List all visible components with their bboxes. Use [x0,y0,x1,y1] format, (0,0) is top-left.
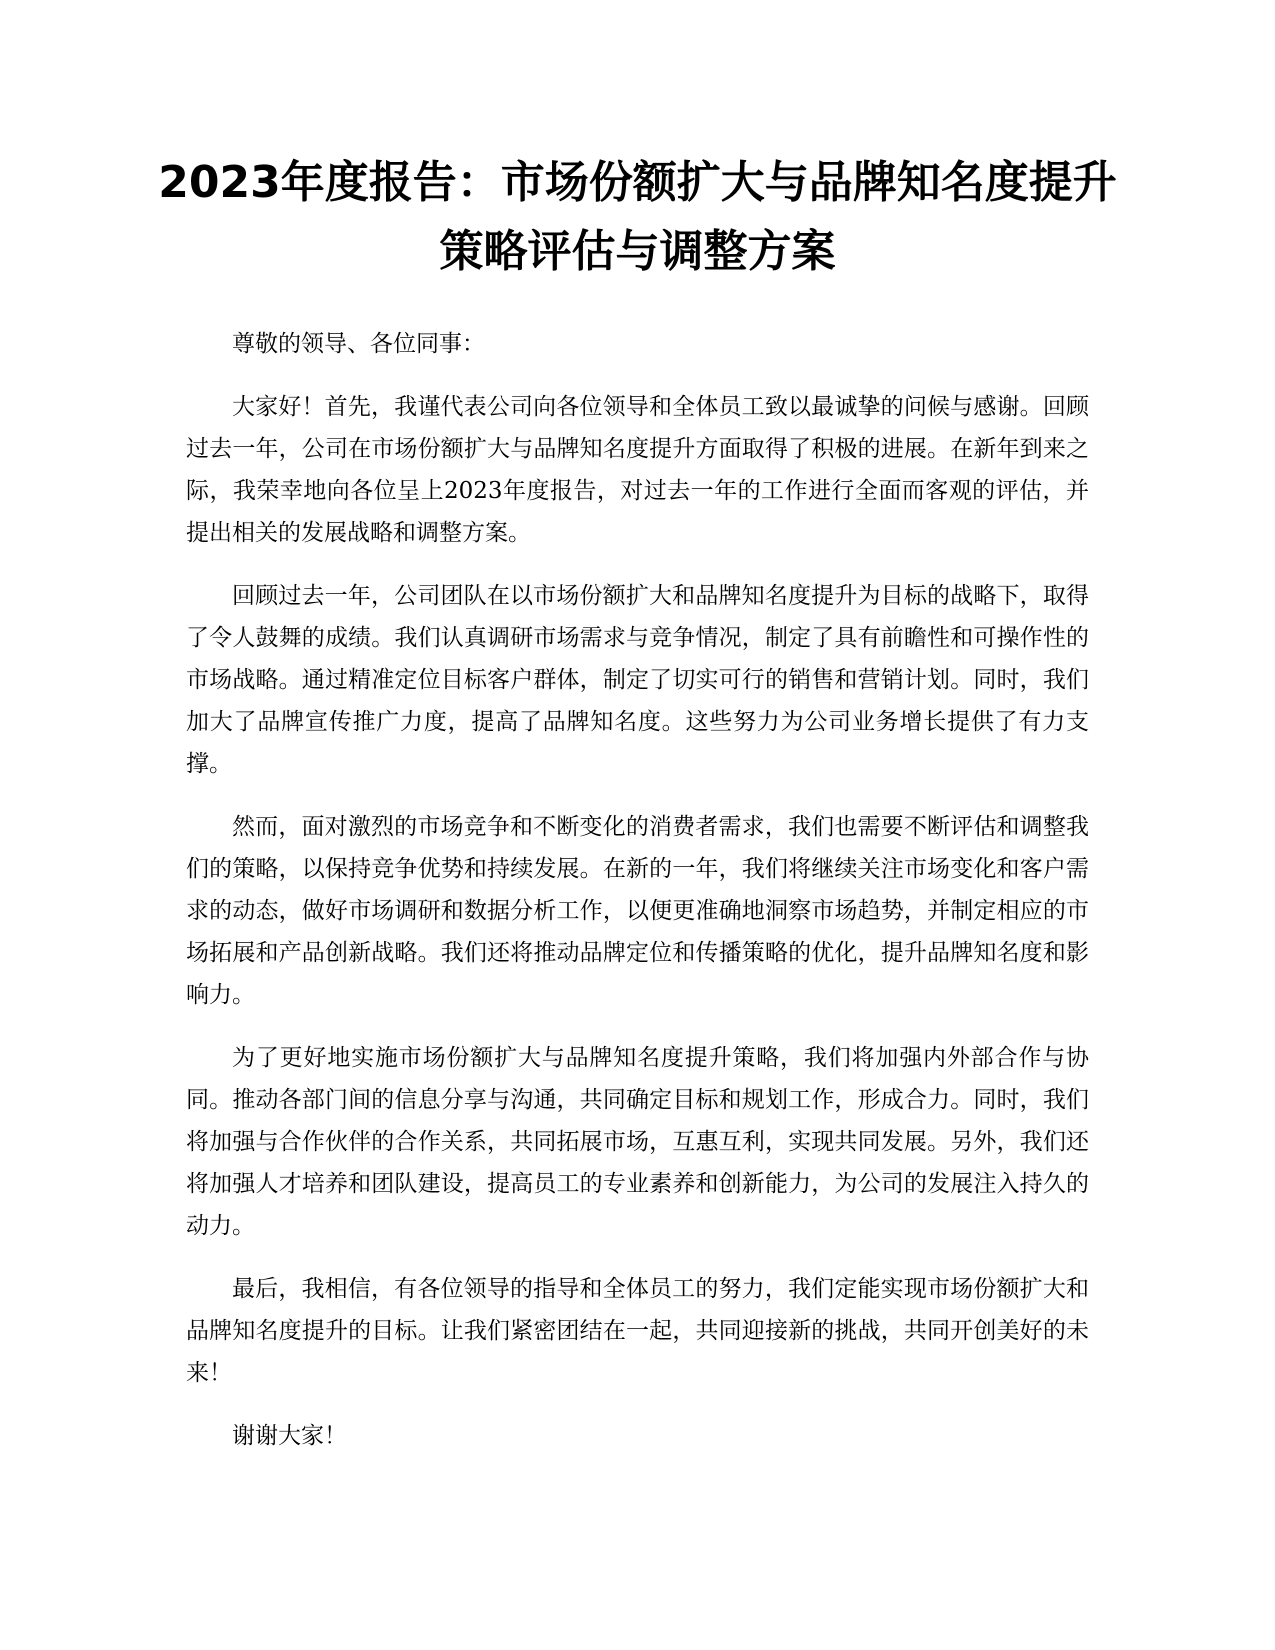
body-paragraph-greeting: 大家好！首先，我谨代表公司向各位领导和全体员工致以最诚挚的问候与感谢。回顾过去一年，公司在市场份额扩大与品牌知名度提升方面取得了积极的进展。在新年到来之际，我荣幸地向各位呈上2023年度报告，对过去一年的工作进行全面而客观的评估，并提出相关的发展战略和调整方案。 [186,394,1089,546]
document-title: 2023年度报告：市场份额扩大与品牌知名度提升策略评估与调整方案 [158,157,1117,277]
body-paragraph-challenges: 然而，面对激烈的市场竞争和不断变化的消费者需求，我们也需要不断评估和调整我们的策略，以保持竞争优势和持续发展。在新的一年，我们将继续关注市场变化和客户需求的动态，做好市场调研和数据分析工作，以便更准确地洞察市场趋势，并制定相应的市场拓展和产品创新战略。我们还将推动品牌定位和传播策略的优化，提升品牌知名度和影响力。 [186,814,1089,1008]
salutation-paragraph: 尊敬的领导、各位同事： [232,331,485,357]
body-paragraph-closing: 最后，我相信，有各位领导的指导和全体员工的努力，我们定能实现市场份额扩大和品牌知名度提升的目标。让我们紧密团结在一起，共同迎接新的挑战，共同开创美好的未来！ [186,1276,1089,1386]
body-paragraph-review: 回顾过去一年，公司团队在以市场份额扩大和品牌知名度提升为目标的战略下，取得了令人鼓舞的成绩。我们认真调研市场需求与竞争情况，制定了具有前瞻性和可操作性的市场战略。通过精准定位目标客户群体，制定了切实可行的销售和营销计划。同时，我们加大了品牌宣传推广力度，提高了品牌知名度。这些努力为公司业务增长提供了有力支撑。 [186,583,1089,777]
document-body [186,323,1089,1457]
body-paragraph-cooperation: 为了更好地实施市场份额扩大与品牌知名度提升策略，我们将加强内外部合作与协同。推动各部门间的信息分享与沟通，共同确定目标和规划工作，形成合力。同时，我们将加强与合作伙伴的合作关系，共同拓展市场，互惠互利，实现共同发展。另外，我们还将加强人才培养和团队建设，提高员工的专业素养和创新能力，为公司的发展注入持久的动力。 [186,1045,1089,1239]
thanks-paragraph: 谢谢大家！ [232,1423,347,1449]
